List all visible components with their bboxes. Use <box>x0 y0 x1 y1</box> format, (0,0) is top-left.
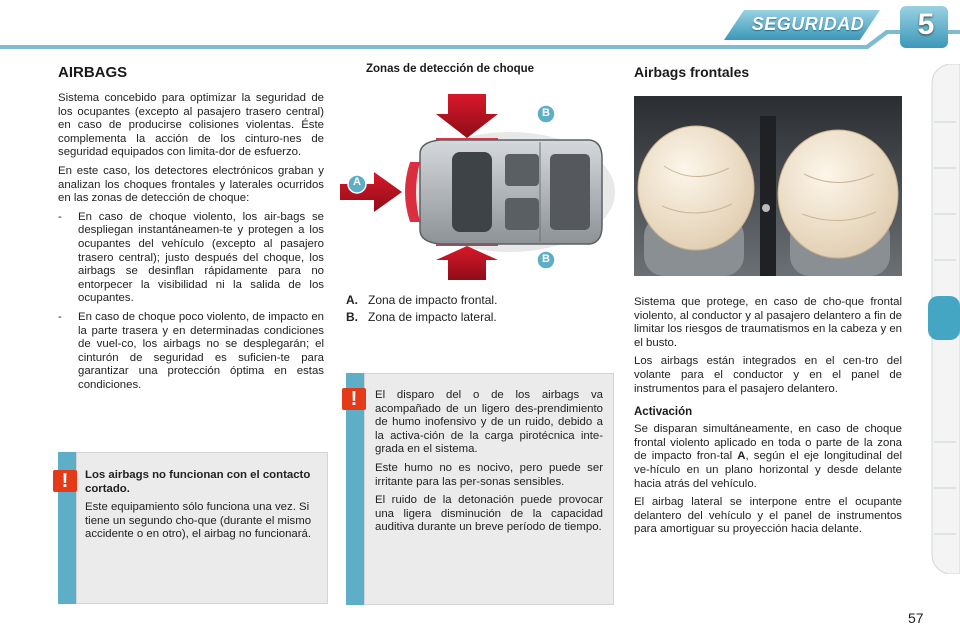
crash-zones-illustration <box>340 92 620 282</box>
detectors-paragraph: En este caso, los detectores electrónicos graban y analizan los choques frontales y laterales ocurridos en las zonas de detección de choque: <box>58 164 324 205</box>
intro-paragraph: Sistema concebido para optimizar la seguridad de los ocupantes (excepto al pasajero trasero central) en caso de producirse colisiones violentas. Éste complementa la acción de los cinturo-nes de seguridad equipados con limita-dor de esfuerzo. <box>58 92 324 159</box>
warning-exclamation-icon: ! <box>53 470 77 492</box>
right-column-body <box>634 296 902 542</box>
note-text: Este equipamiento sólo funciona una vez. Si tiene un segundo cho-que (durante el mismo accidente o en otro), el airbag no funcionará. <box>85 501 312 541</box>
figure-legend <box>346 292 606 326</box>
marker-b-label-bottom: B <box>542 253 550 265</box>
legend-row-a: A. Zona de impacto frontal. <box>346 293 498 307</box>
list-item: - En caso de choque violento, los air-bags se despliegan instantáneamen-te y protegen a los ocupantes del vehículo (excepto al pasajero trasero central); justo después del choque, los airbags se desinflan rápidamente para no entorpecer la visibilidad ni la salida de los ocupantes. <box>58 210 324 305</box>
chapter-number: 5 <box>917 8 935 41</box>
legend-row-b: B. Zona de impacto lateral. <box>346 310 497 324</box>
left-column-body <box>58 92 324 397</box>
activation-paragraph: El airbag lateral se interpone entre el ocupante delantero del vehículo y el panel de instrumentos para amortiguar su proyección hacia delante. <box>634 496 902 536</box>
note-title: Los airbags no funcionan con el contacto cortado. <box>85 469 311 495</box>
warning-exclamation-icon: ! <box>342 388 366 410</box>
page-number: 57 <box>908 610 924 626</box>
note-paragraph: El ruido de la detonación puede provocar una ligera disminución de la capacidad auditiva durante un breve período de tiempo. <box>375 494 603 534</box>
section-title-front-airbags: Airbags frontales <box>634 64 750 80</box>
front-airbags-photo <box>634 96 902 276</box>
figure-title: Zonas de detección de choque <box>366 63 535 75</box>
section-title-airbags: AIRBAGS <box>58 64 128 81</box>
front-airbags-paragraph: Los airbags están integrados en el cen-tro del volante para el conductor y en el panel de instrumentos para el pasajero delantero. <box>634 355 902 395</box>
chapter-tab-rail <box>928 64 960 574</box>
chapter-title: SEGURIDAD <box>751 14 865 34</box>
note-middle-content <box>375 389 603 540</box>
activation-paragraph: Se disparan simultáneamente, en caso de choque frontal violento aplicado en toda o parte de la zona de impacto fron-tal A, según el eje longitudinal del ve-hículo en un plano horizontal y desde delante hacia atrás del vehículo. <box>634 423 903 490</box>
note-paragraph: Este humo no es nocivo, pero puede ser irritante para las per-sonas sensibles. <box>375 461 603 488</box>
note-left-content <box>85 469 317 547</box>
marker-a-label: A <box>353 176 361 188</box>
front-airbags-paragraph: Sistema que protege, en caso de cho-que frontal violento, al conductor y al pasajero delantero a fin de limitar los riesgos de traumatismos en la cabeza y en el busto. <box>634 296 902 349</box>
list-item: - En caso de choque poco violento, de impacto en la parte trasera y en determinadas condiciones de vuel-co, los airbags no se desplegarán; el cinturón de seguridad es suficien-te para garantizar una protección óptima en estas condiciones. <box>58 310 324 391</box>
note-paragraph: El disparo del o de los airbags va acompañado de un ligero des-prendimiento de humo inofensivo y de un ruido, debido a la activa-ción de la carga pirotécnica inte-grada en el sistema. <box>375 389 603 456</box>
marker-b-label-top: B <box>542 107 550 119</box>
activation-subtitle: Activación <box>634 406 693 419</box>
